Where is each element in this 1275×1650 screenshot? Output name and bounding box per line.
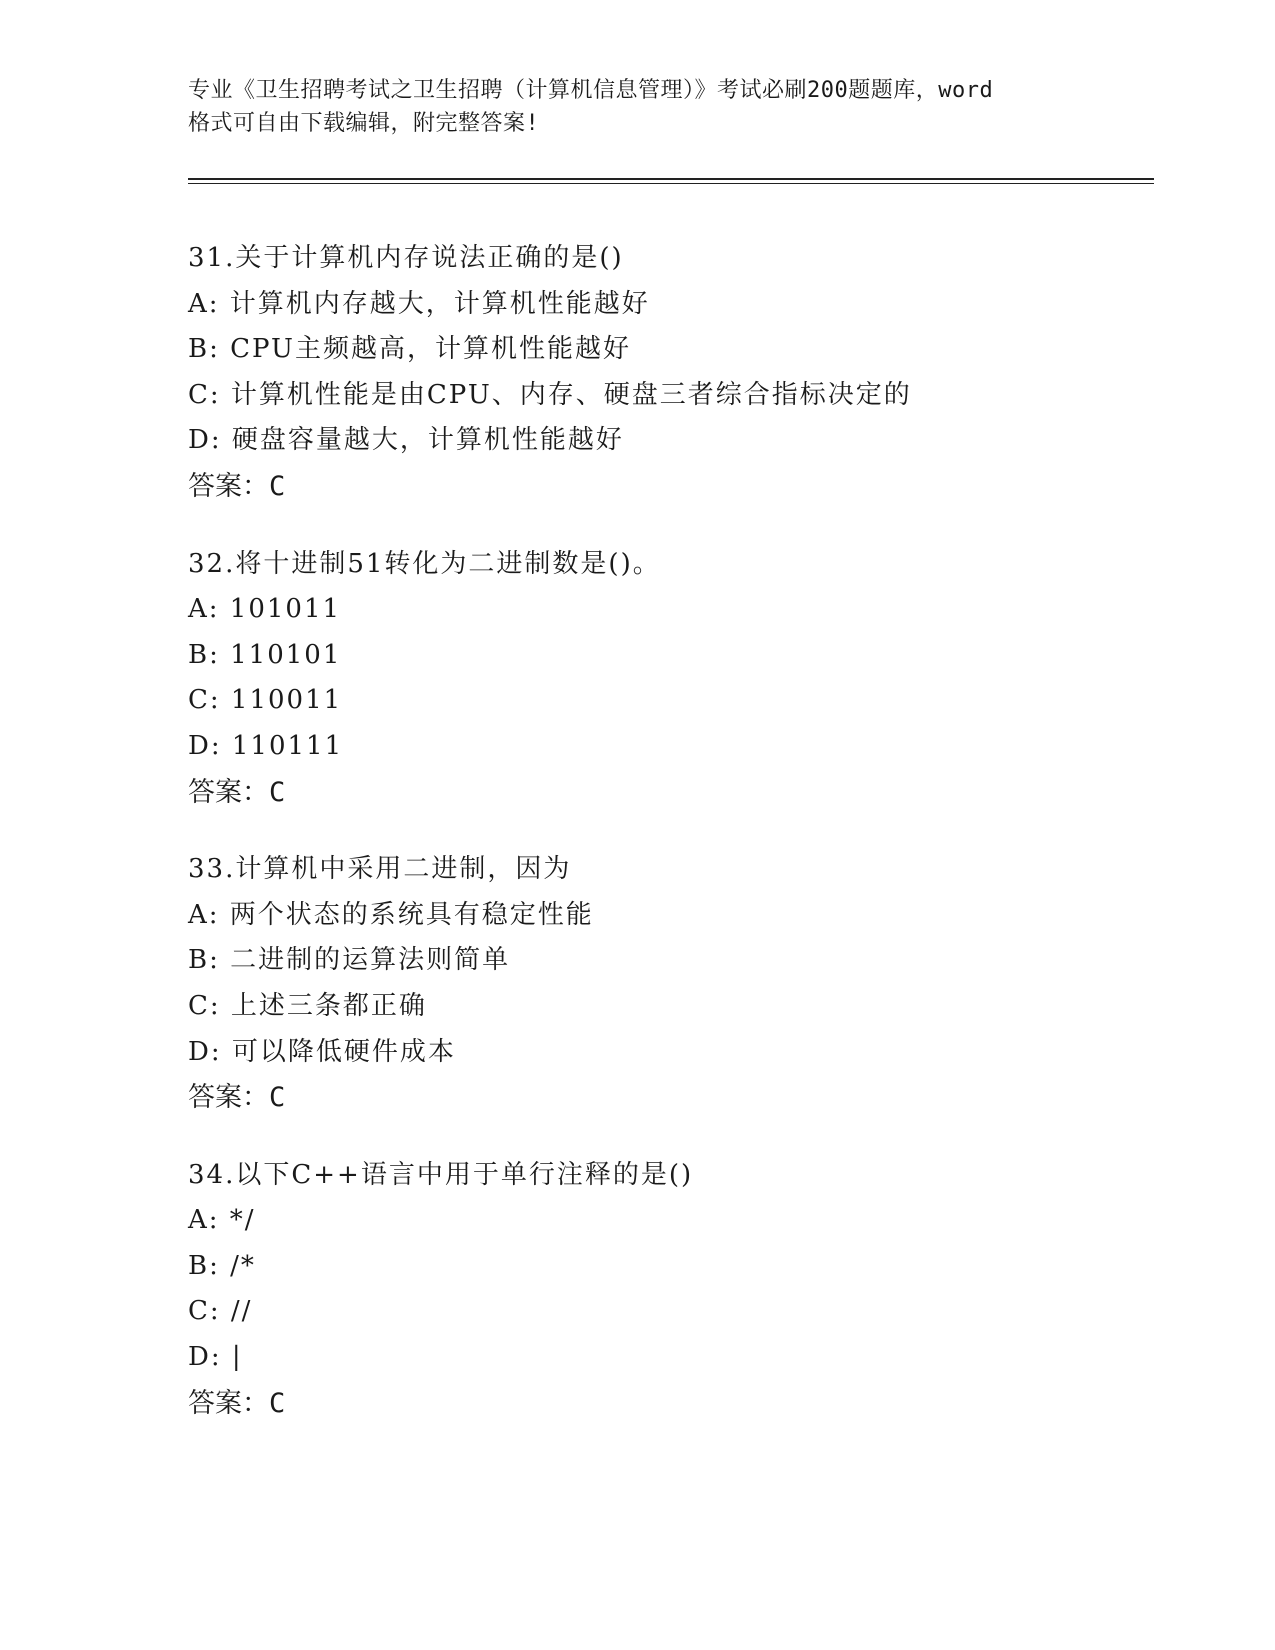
question-stem: 31.关于计算机内存说法正确的是() <box>188 243 624 273</box>
header-rule-bottom <box>188 183 1154 184</box>
header-rule-top <box>188 178 1154 180</box>
answer-text: 答案：C <box>188 1082 286 1114</box>
answer-text: 答案：C <box>188 1387 286 1419</box>
option-a: A: 101011 <box>188 594 342 625</box>
option-a: A: 计算机内存越大，计算机性能越好 <box>188 288 650 319</box>
question-stem: 32.将十进制51转化为二进制数是()。 <box>188 548 661 579</box>
question-31 <box>188 236 1148 510</box>
option-d: D: 110111 <box>188 730 344 761</box>
question-list <box>188 236 1148 1458</box>
question-stem: 34.以下C++语言中用于单行注释的是() <box>188 1159 694 1190</box>
option-b: B: /* <box>188 1250 256 1281</box>
option-a: A: 两个状态的系统具有稳定性能 <box>188 899 594 930</box>
option-d: D: | <box>188 1342 243 1373</box>
option-c: C: // <box>188 1296 253 1327</box>
option-c: C: 上述三条都正确 <box>188 990 427 1021</box>
option-d: D: 硬盘容量越大，计算机性能越好 <box>188 425 624 456</box>
option-c: C: 计算机性能是由CPU、内存、硬盘三者综合指标决定的 <box>188 379 912 410</box>
option-a: A: */ <box>188 1205 256 1236</box>
option-b: B: 110101 <box>188 639 342 670</box>
question-32 <box>188 542 1148 816</box>
question-34 <box>188 1153 1148 1427</box>
option-c: C: 110011 <box>188 685 343 716</box>
question-stem: 33.计算机中采用二进制，因为 <box>188 854 572 885</box>
option-d: D: 可以降低硬件成本 <box>188 1036 456 1067</box>
option-b: B: 二进制的运算法则简单 <box>188 945 511 976</box>
question-33 <box>188 847 1148 1121</box>
answer-text: 答案：C <box>188 470 286 502</box>
answer-text: 答案：C <box>188 776 286 808</box>
header-line-2: 格式可自由下载编辑，附完整答案! <box>188 111 540 136</box>
header-line-1: 专业《卫生招聘考试之卫生招聘（计算机信息管理）》考试必刷200题题库，word <box>188 78 994 103</box>
document-header <box>188 74 1108 140</box>
option-b: B: CPU主频越高，计算机性能越好 <box>188 334 631 365</box>
